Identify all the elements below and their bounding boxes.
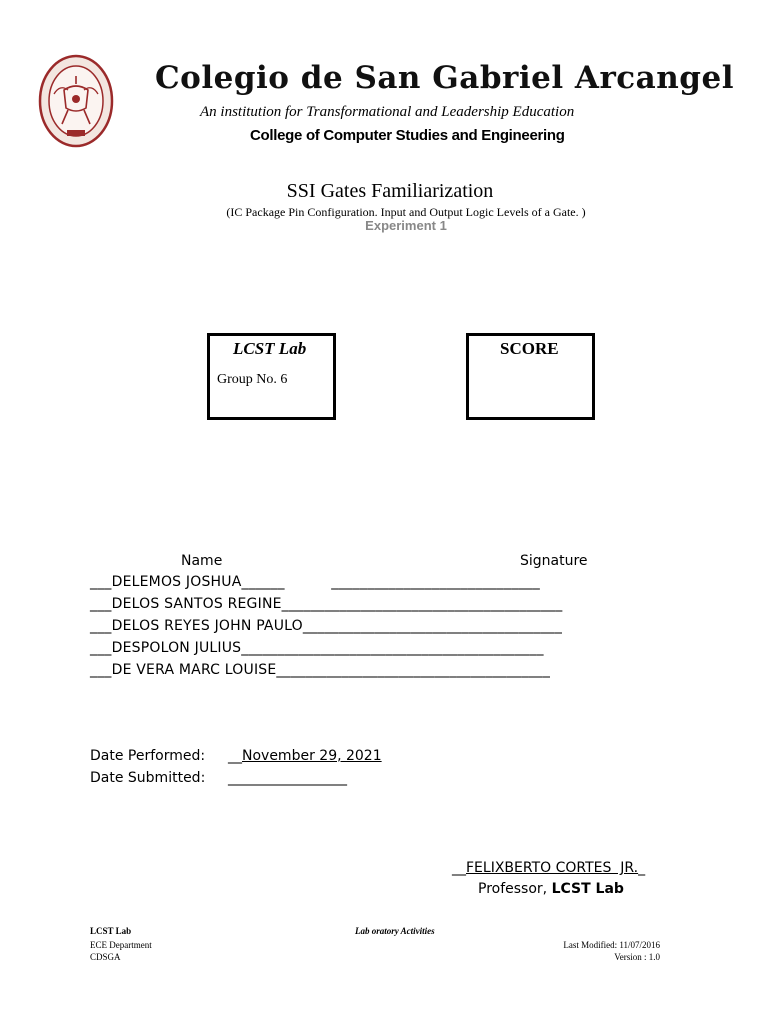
footer-last-modified: Last Modified: 11/07/2016	[563, 940, 660, 950]
footer-department: ECE Department	[90, 940, 152, 950]
member-row: ___DESPOLON JULIUS__________________________________________	[90, 640, 544, 656]
professor-title-lab: LCST Lab	[551, 881, 624, 897]
group-number: Group No. 6	[217, 372, 288, 387]
experiment-number: Experiment 1	[365, 218, 447, 233]
professor-suffix: _	[638, 860, 646, 876]
college-name: College of Computer Studies and Engineering	[250, 127, 565, 144]
footer-school: CDSGA	[90, 952, 121, 962]
professor-prefix: __	[452, 860, 466, 876]
member-row: ___DELEMOS JOSHUA______ _____________________________	[90, 574, 540, 590]
lab-box-title: LCST Lab	[233, 339, 307, 358]
score-title: SCORE	[500, 339, 559, 358]
experiment-subtitle: (IC Package Pin Configuration. Input and Output Logic Levels of a Gate. )	[226, 205, 586, 219]
signature-column-header: Signature	[520, 553, 588, 569]
member-row: ___DELOS SANTOS REGINE_______________________________________	[90, 596, 563, 612]
member-row: ___DE VERA MARC LOUISE______________________________________	[90, 662, 551, 678]
school-name: Colegio de San Gabriel Arcangel	[155, 60, 734, 96]
experiment-title: SSI Gates Familiarization	[286, 180, 494, 202]
professor-name-line	[452, 860, 645, 876]
professor-name: FELIXBERTO CORTES JR.	[466, 860, 639, 876]
school-tagline: An institution for Transformational and Leadership Education	[200, 104, 575, 120]
name-column-header: Name	[181, 553, 223, 569]
date-performed-date: November 29, 2021	[242, 748, 382, 764]
professor-title-prefix: Professor,	[478, 881, 552, 897]
school-seal-logo	[38, 54, 114, 148]
footer-lab: LCST Lab	[90, 926, 132, 936]
date-performed-label: Date Performed:	[90, 748, 206, 764]
date-submitted-value: _________________	[228, 770, 347, 786]
date-performed-value	[228, 748, 382, 764]
footer-version: Version : 1.0	[614, 952, 660, 962]
member-row: ___DELOS REYES JOHN PAULO____________________________________	[90, 618, 563, 634]
date-performed-prefix: __	[228, 748, 242, 764]
date-submitted-label: Date Submitted:	[90, 770, 206, 786]
professor-title	[478, 881, 624, 897]
footer-center-title: Lab oratory Activities	[355, 926, 435, 936]
